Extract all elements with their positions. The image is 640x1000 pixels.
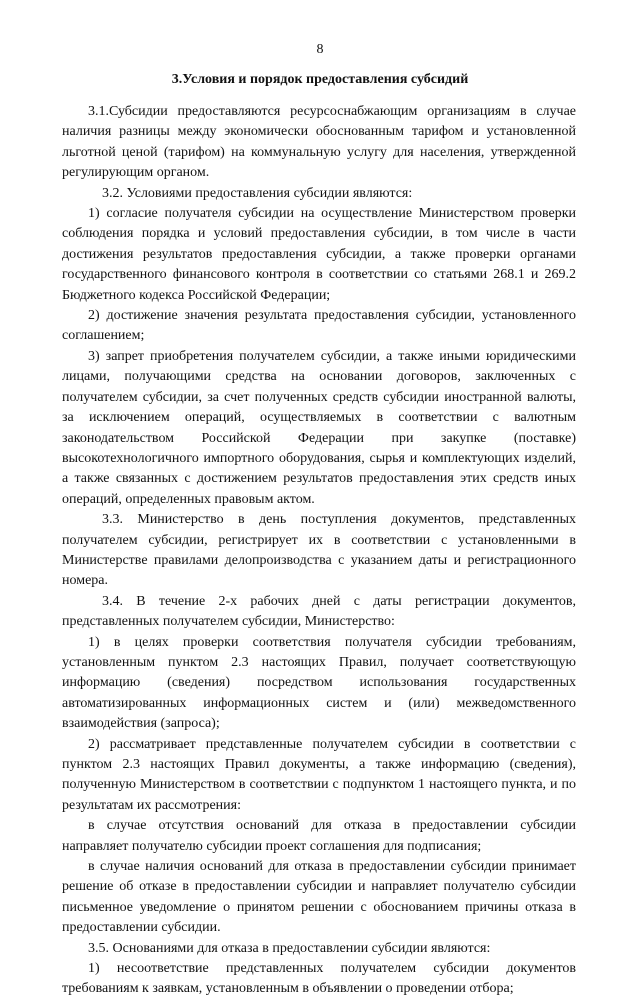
page-number: 8 <box>316 42 324 57</box>
list-item-3-4-2-a: в случае отсутствия оснований для отказа в предоставлении субсидии направляет получателю субсидии проект соглашения для подписания; <box>62 818 576 854</box>
document-body <box>62 102 576 1000</box>
list-item-3-5-1: 1) несоответствие представленных получателем субсидии документов требованиям к заявкам, установленным в объявлении о проведении отбора; <box>62 961 576 997</box>
paragraph-3-1: 3.1.Субсидии предоставляются ресурсоснабжающим организациям в случае наличия разницы между экономически обоснованным тарифом и установленной льготной ценой (тарифом) на коммунальную услугу для населения, утвержденной регулирующим органом. <box>62 104 576 181</box>
paragraph-3-2: 3.2. Условиями предоставления субсидии являются: <box>102 185 413 201</box>
paragraph-3-5: 3.5. Основаниями для отказа в предоставлении субсидии являются: <box>88 940 491 956</box>
paragraph-3-3: 3.3. Министерство в день поступления документов, представленных получателем субсидии, регистрирует их в соответствии с установленными в Министерстве правилами делопроизводства с указанием даты и регистрационного номера. <box>62 512 576 589</box>
section-title: 3.Условия и порядок предоставления субсидий <box>171 72 469 87</box>
list-item-3-2-1: 1) согласие получателя субсидии на осуществление Министерством проверки соблюдения порядка и условий предоставления субсидии, в том числе в части достижения результатов предоставления субсидии, а также проверки органами государственного финансового контроля в соответствии со статьями 268.1 и 269.2 Бюджетного кодекса Российской Федерации; <box>62 206 576 303</box>
list-item-3-4-1: 1) в целях проверки соответствия получателя субсидии требованиям, установленным пунктом 2.3 настоящих Правил, получает соответствующую информацию (сведения) посредством использования государственных автоматизированных информационных систем и (или) межведомственного взаимодействия (запроса); <box>62 634 576 732</box>
list-item-3-2-2: 2) достижение значения результата предоставления субсидии, установленного соглашением; <box>62 308 576 344</box>
paragraph-3-4: 3.4. В течение 2-х рабочих дней с даты регистрации документов, представленных получателем субсидии, Министерство: <box>62 593 576 630</box>
list-item-3-4-2-b: в случае наличия оснований для отказа в предоставлении субсидии принимает решение об отказе в предоставлении субсидии и направляет получателю субсидии письменное уведомление о принятом решении с обоснованием причины отказа в предоставлении субсидии. <box>62 859 576 936</box>
list-item-3-4-2: 2) рассматривает представленные получателем субсидии в соответствии с пунктом 2.3 настоящих Правил документы, а также информацию (сведения), полученную Министерством в соответствии с подпунктом 1 настоящего пункта, и по результатам их рассмотрения: <box>62 736 576 813</box>
list-item-3-2-3: 3) запрет приобретения получателем субсидии, а также иными юридическими лицами, получающими средства на основании договоров, заключенных с получателем субсидии, за счет полученных средств субсидии иностранной валюты, за исключением операций, осуществляемых в соответствии с валютным законодательством Российской Федерации при закупке (поставке) высокотехнологичного импортного оборудования, сырья и комплектующих изделий, а также связанных с достижением результатов предоставления этих средств иных операций, определенных правовым актом. <box>62 348 576 507</box>
